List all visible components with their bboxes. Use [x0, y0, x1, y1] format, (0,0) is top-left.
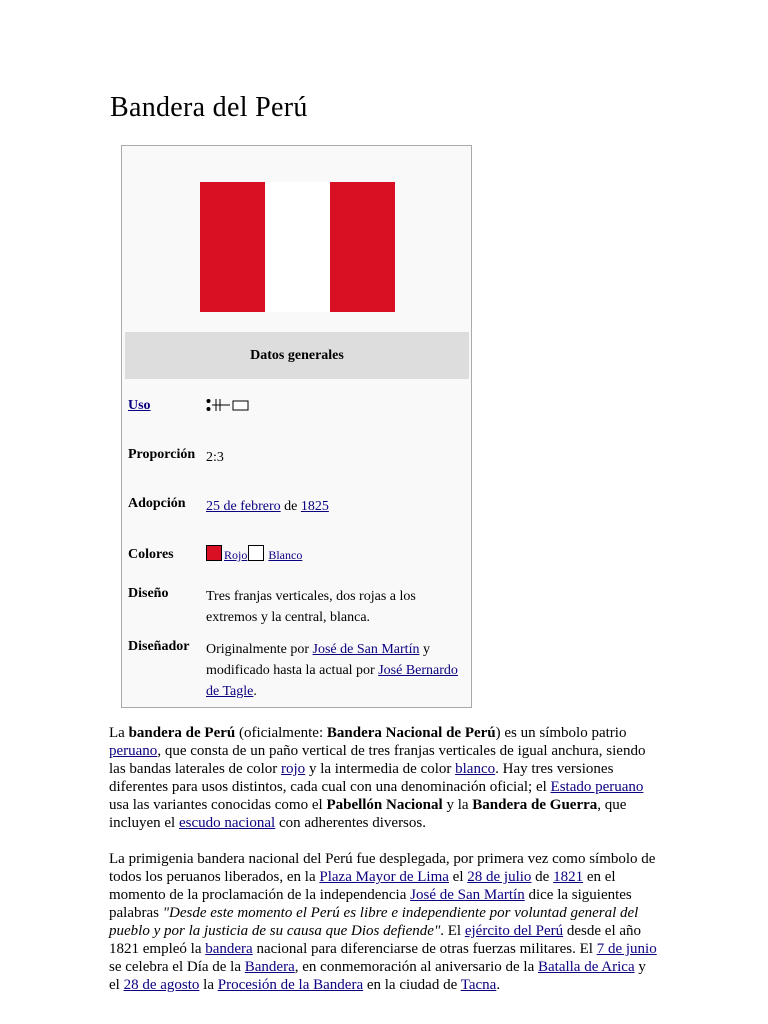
proporcion-value: 2:3 — [206, 450, 224, 465]
p2-quote: "Desde este momento el Perú es libre e independiente por voluntad general del pueblo y por la justicia de su causa que Dios defiende" — [109, 905, 639, 939]
link-1821[interactable]: 1821 — [553, 869, 584, 885]
bernardo-tagle-link[interactable]: José Bernardo de Tagle — [206, 663, 458, 699]
uso-link[interactable]: Uso — [128, 398, 151, 413]
p2-text: en la ciudad de — [363, 977, 461, 993]
p1-text: La — [109, 725, 129, 741]
p2-text: el — [448, 869, 468, 885]
link-san-martin[interactable]: José de San Martín — [410, 887, 525, 903]
p1-bold-pabellon: Pabellón Nacional — [326, 797, 443, 813]
p2-text: desde el año 1821 empleó la — [109, 923, 642, 957]
p1-text: , que consta de un paño vertical de tres franjas verticales de igual anchura, siendo las bandas laterales de color — [109, 743, 646, 777]
p2-text: , en conmemoración al aniversario de la — [294, 959, 538, 975]
adopcion-label: Adopción — [128, 496, 186, 511]
p1-text: con adherentes diversos. — [275, 815, 426, 831]
p2-text: La primigenia bandera nacional del Perú fue desplegada, por primera vez como símbolo de todos los peruanos liberados, en la — [109, 851, 656, 885]
link-ejercito[interactable]: ejército del Perú — [464, 923, 564, 939]
p2-text: nacional para diferenciarse de otras fuerzas militares. El — [252, 941, 597, 957]
p2-text: la — [199, 977, 218, 993]
p1-text: , que incluyen el — [109, 797, 627, 831]
adopcion-year-link[interactable]: 1825 — [300, 499, 329, 514]
diseno-value: Tres franjas verticales, dos rojas a los extremos y la central, blanca. — [206, 589, 416, 625]
link-estado-peruano[interactable]: Estado peruano — [550, 779, 644, 795]
p1-bold-bandera: bandera de Perú — [128, 725, 236, 741]
colores-label: Colores — [128, 547, 174, 562]
peru-flag-image — [200, 182, 395, 312]
p1-text: y la — [442, 797, 473, 813]
adopcion-de-text: de — [280, 499, 301, 514]
infobox-header: Datos generales — [125, 332, 469, 379]
p2-text: se celebra el Día de la — [109, 959, 245, 975]
link-bandera-dia[interactable]: Bandera — [244, 959, 295, 975]
link-7-junio[interactable]: 7 de junio — [596, 941, 657, 957]
p2-text: dice la siguientes palabras — [109, 887, 632, 921]
p1-bold-guerra: Bandera de Guerra — [472, 797, 598, 813]
disenador-post-text: . — [253, 684, 257, 699]
link-procesion[interactable]: Procesión de la Bandera — [217, 977, 364, 993]
paragraph-intro — [109, 724, 659, 832]
flag-red-band-right — [330, 182, 395, 312]
color-swatch-rojo — [206, 545, 222, 561]
infobox — [121, 145, 472, 708]
color-blanco-link[interactable]: Blanco — [268, 548, 303, 562]
p2-text: de — [531, 869, 554, 885]
link-escudo-nacional[interactable]: escudo nacional — [178, 815, 276, 831]
link-batalla-arica[interactable]: Batalla de Arica — [537, 959, 635, 975]
p1-text: usa las variantes conocidas como el — [109, 797, 327, 813]
p2-text: . — [496, 977, 501, 993]
link-peruano[interactable]: peruano — [109, 743, 158, 759]
page-title: Bandera del Perú — [110, 92, 308, 123]
link-rojo[interactable]: rojo — [281, 761, 306, 777]
color-rojo-link[interactable]: Rojo — [224, 548, 248, 562]
disenador-pre-text: Originalmente por — [206, 642, 313, 657]
p2-text: . El — [440, 923, 465, 939]
p1-text: ) es un símbolo patrio — [495, 725, 627, 741]
disenador-label: Diseñador — [128, 639, 190, 654]
p1-text: (oficialmente: — [235, 725, 327, 741]
fiav-usage-icon — [206, 398, 250, 412]
diseno-label: Diseño — [128, 586, 169, 601]
p1-text: . Hay tres versiones diferentes para usos distintos, cada cual con una denominación oficial; el — [109, 761, 614, 795]
link-blanco[interactable]: blanco — [455, 761, 496, 777]
link-plaza-mayor[interactable]: Plaza Mayor de Lima — [319, 869, 449, 885]
flag-red-band-left — [200, 182, 265, 312]
link-28-agosto[interactable]: 28 de agosto — [123, 977, 200, 993]
link-bandera[interactable]: bandera — [205, 941, 253, 957]
p1-bold-oficial: Bandera Nacional de Perú — [326, 725, 496, 741]
link-28-julio[interactable]: 28 de julio — [467, 869, 532, 885]
p2-text: y el — [109, 959, 646, 993]
color-swatch-blanco — [248, 545, 264, 561]
disenador-mid-text: y modificado hasta la actual por — [206, 642, 430, 678]
san-martin-link[interactable]: José de San Martín — [312, 642, 420, 657]
flag-white-band — [265, 182, 330, 312]
adopcion-date-link[interactable]: 25 de febrero — [206, 499, 281, 514]
p1-text: y la intermedia de color — [305, 761, 456, 777]
p2-text: en el momento de la proclamación de la independencia — [109, 869, 616, 903]
paragraph-history — [109, 850, 659, 994]
proporcion-label: Proporción — [128, 447, 196, 462]
link-tacna[interactable]: Tacna — [460, 977, 497, 993]
